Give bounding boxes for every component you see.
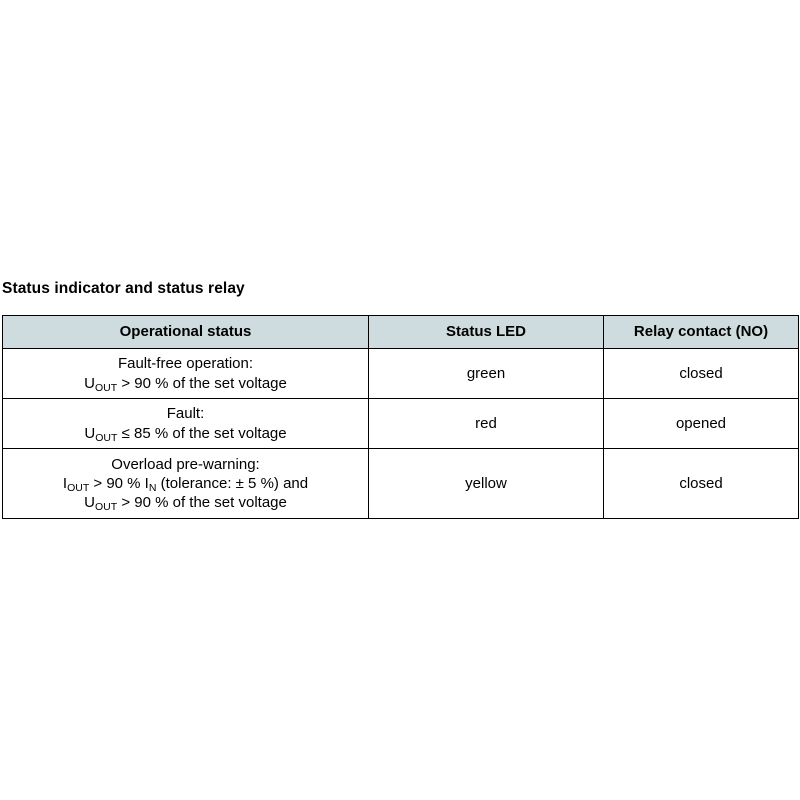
subscript-n: N [148,481,157,494]
table-row [3,449,799,519]
column-header-operational-status: Operational status [3,316,369,349]
column-header-status-led: Status LED [369,316,604,349]
cell-status-led: red [369,399,604,449]
cell-relay-contact: opened [604,399,799,449]
status-condition: > 90 % of the set voltage [117,374,287,392]
status-text-line-1: Overload pre-warning: [111,455,260,473]
status-text-line-2 [9,474,362,493]
status-text-line-2 [9,374,362,393]
cell-operational-status [3,449,369,519]
symbol-u-out: U [84,424,96,442]
symbol-u-out: U [84,374,95,392]
symbol-i-out: I [62,474,68,492]
table-header-row [3,316,799,349]
cell-relay-contact: closed [604,449,799,519]
symbol-u-out: U [84,494,95,512]
status-condition: ≤ 85 % of the set voltage [117,424,287,442]
column-header-relay-contact: Relay contact (NO) [604,316,799,349]
status-indicator-table [2,315,799,519]
subscript-out: OUT [94,501,118,514]
cell-status-led: green [369,349,604,399]
table-row [3,399,799,449]
status-text-line-1: Fault: [166,405,205,423]
cell-operational-status [3,399,369,449]
status-text-line-1: Fault-free operation: [117,355,254,373]
page-title: Status indicator and status relay [2,280,245,297]
table-row [3,349,799,399]
status-condition: > 90 % of the set voltage [117,494,287,512]
subscript-out: OUT [95,431,118,444]
subscript-out: OUT [67,481,90,494]
subscript-out: OUT [94,381,118,394]
cell-relay-contact: closed [604,349,799,399]
status-tolerance: (tolerance: ± 5 %) and [156,474,309,492]
status-condition-mid: > 90 % I [89,474,149,492]
cell-status-led: yellow [369,449,604,519]
cell-operational-status [3,349,369,399]
status-text-line-3 [9,493,362,512]
status-text-line-2 [9,424,362,443]
